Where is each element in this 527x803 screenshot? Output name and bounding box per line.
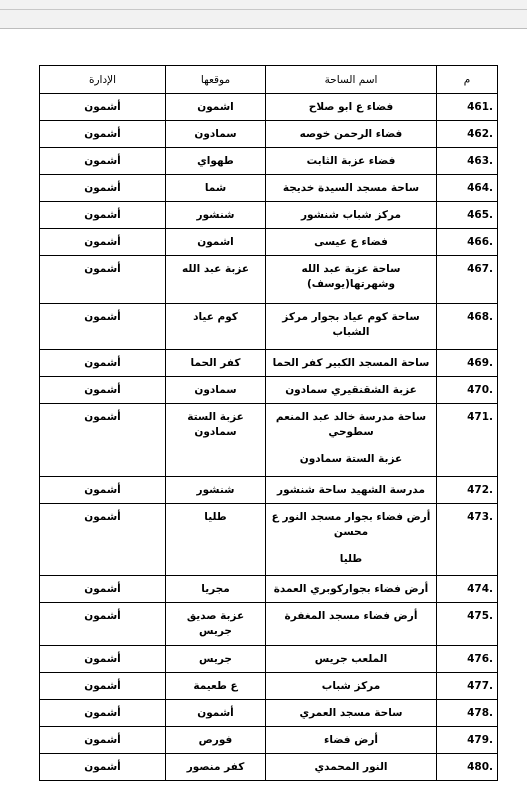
square-administration: أشمون [40, 646, 166, 673]
square-name-text: أرض فضاء بجوار مسجد النور ع محسن [271, 511, 431, 538]
square-administration: أشمون [40, 94, 166, 121]
row-number: .471 [437, 404, 498, 477]
row-number: .474 [437, 576, 498, 603]
row-number: .472 [437, 477, 498, 504]
square-name [266, 700, 437, 727]
square-name [266, 350, 437, 377]
square-name [266, 673, 437, 700]
square-name [266, 256, 437, 304]
square-administration: أشمون [40, 229, 166, 256]
square-name-text: عزبة الشقنقيري سمادون [285, 384, 417, 396]
row-number: .478 [437, 700, 498, 727]
square-administration: أشمون [40, 700, 166, 727]
square-name-text: ساحة عزبة عبد الله وشهرتها(يوسف) [301, 263, 401, 290]
square-name-extra: عزبة الستة سمادون [299, 453, 403, 465]
square-name-text: ساحة كوم عياد بجوار مركز الشباب [282, 311, 420, 338]
square-name [266, 754, 437, 781]
table-row [40, 727, 498, 754]
table-row [40, 673, 498, 700]
table-row [40, 576, 498, 603]
row-number: .479 [437, 727, 498, 754]
square-name [266, 477, 437, 504]
square-name [266, 229, 437, 256]
square-location: كفر الحما [166, 350, 266, 377]
square-name-text: ساحة مسجد السيدة خديجة [282, 182, 420, 194]
row-number: .475 [437, 603, 498, 646]
square-name [266, 121, 437, 148]
square-administration: أشمون [40, 121, 166, 148]
square-name [266, 603, 437, 646]
square-administration: أشمون [40, 673, 166, 700]
square-name [266, 148, 437, 175]
square-name [266, 504, 437, 576]
row-number: .476 [437, 646, 498, 673]
square-name-text: النور المحمدي [314, 761, 388, 773]
page-top-edge [0, 28, 527, 29]
square-name-text: مدرسة الشهيد ساحة شنشور [277, 484, 425, 496]
square-name-text: فضاء الرحمن خوصه [299, 128, 403, 140]
header-admin: الإدارة [40, 66, 166, 94]
square-name [266, 304, 437, 350]
square-name-text: أرض فضاء [324, 734, 378, 746]
squares-table [39, 65, 498, 781]
square-name [266, 377, 437, 404]
square-name-text: ساحة مسجد العمري [299, 707, 403, 719]
table-row [40, 304, 498, 350]
square-name [266, 576, 437, 603]
row-number: .473 [437, 504, 498, 576]
square-administration: أشمون [40, 504, 166, 576]
row-number: .480 [437, 754, 498, 781]
square-location: مجريا [166, 576, 266, 603]
table-row [40, 202, 498, 229]
square-name-text: الملعب جريس [314, 653, 388, 665]
square-location: سمادون [166, 377, 266, 404]
row-number: .462 [437, 121, 498, 148]
square-location: كفر منصور [166, 754, 266, 781]
square-administration: أشمون [40, 727, 166, 754]
row-number: .477 [437, 673, 498, 700]
square-name-text: فضاء عزبة الثابت [306, 155, 396, 167]
square-name-text: ساحة مدرسة خالد عبد المنعم سطوحي [275, 411, 427, 438]
square-administration: أشمون [40, 256, 166, 304]
table-row [40, 477, 498, 504]
square-location: جريس [166, 646, 266, 673]
square-location: طهواي [166, 148, 266, 175]
square-location: عزبة صديق جريس [166, 603, 266, 646]
square-location: كوم عياد [166, 304, 266, 350]
row-number: .468 [437, 304, 498, 350]
square-name-text: مركز شباب [321, 680, 381, 692]
square-name [266, 202, 437, 229]
row-number: .465 [437, 202, 498, 229]
square-name-text: مركز شباب شنشور [300, 209, 401, 221]
toolbar-divider [0, 9, 527, 10]
square-administration: أشمون [40, 148, 166, 175]
table-row [40, 646, 498, 673]
square-name [266, 175, 437, 202]
square-location: سمادون [166, 121, 266, 148]
square-administration: أشمون [40, 304, 166, 350]
table-row [40, 175, 498, 202]
square-administration: أشمون [40, 377, 166, 404]
header-location: موقعها [166, 66, 266, 94]
row-number: .466 [437, 229, 498, 256]
square-location: عزبة عبد الله [166, 256, 266, 304]
square-administration: أشمون [40, 576, 166, 603]
square-administration: أشمون [40, 404, 166, 477]
table-row [40, 350, 498, 377]
square-name [266, 646, 437, 673]
table-row [40, 603, 498, 646]
square-administration: أشمون [40, 350, 166, 377]
square-name [266, 727, 437, 754]
window-toolbar [0, 0, 527, 29]
square-location: شما [166, 175, 266, 202]
square-location: اشمون [166, 94, 266, 121]
square-name-text: ساحة المسجد الكبير كفر الحما [272, 357, 430, 369]
table-row [40, 121, 498, 148]
row-number: .461 [437, 94, 498, 121]
row-number: .464 [437, 175, 498, 202]
header-num: م [437, 66, 498, 94]
row-number: .467 [437, 256, 498, 304]
table-row [40, 256, 498, 304]
square-administration: أشمون [40, 477, 166, 504]
table-row [40, 229, 498, 256]
table-row [40, 700, 498, 727]
header-name: اسم الساحة [266, 66, 437, 94]
square-location: طليا [166, 504, 266, 576]
square-administration: أشمون [40, 754, 166, 781]
square-administration: أشمون [40, 603, 166, 646]
square-location: عزبة الستة سمادون [166, 404, 266, 477]
row-number: .470 [437, 377, 498, 404]
square-location: ع طعيمة [166, 673, 266, 700]
square-location: شنشور [166, 477, 266, 504]
table-row [40, 504, 498, 576]
square-location: أشمون [166, 700, 266, 727]
table-body [40, 94, 498, 781]
square-location: شنشور [166, 202, 266, 229]
square-name [266, 404, 437, 477]
square-administration: أشمون [40, 202, 166, 229]
square-location: فورص [166, 727, 266, 754]
square-location: اشمون [166, 229, 266, 256]
table-row [40, 404, 498, 477]
square-name [266, 94, 437, 121]
square-name-text: أرض فضاء بجواركوبري العمدة [273, 583, 429, 595]
square-name-text: فضاء ع عيسى [314, 236, 388, 248]
square-name-text: فضاء ع ابو صلاح [308, 101, 394, 113]
row-number: .463 [437, 148, 498, 175]
row-number: .469 [437, 350, 498, 377]
table-header-row [40, 66, 498, 94]
square-name-text: أرض فضاء مسجد المغفرة [284, 610, 418, 622]
table-row [40, 94, 498, 121]
table-row [40, 377, 498, 404]
table-row [40, 754, 498, 781]
table-row [40, 148, 498, 175]
square-administration: أشمون [40, 175, 166, 202]
square-name-extra: طليا [339, 553, 363, 565]
